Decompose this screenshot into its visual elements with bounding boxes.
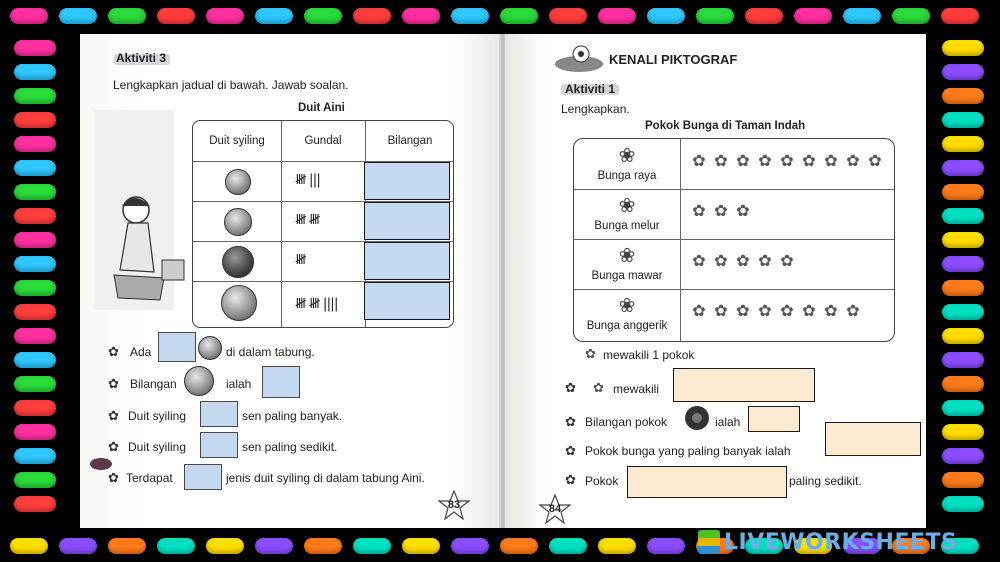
flower-bullet-icon: ✿ bbox=[108, 376, 119, 391]
pictograph-flower-icon: ✿ bbox=[758, 253, 772, 270]
flower-key-icon: ✿ bbox=[585, 346, 596, 361]
pictograph-flower-icon: ✿ bbox=[802, 153, 816, 170]
q1-text-end: di dalam tabung. bbox=[226, 345, 315, 359]
border-dot bbox=[942, 208, 984, 224]
border-dot bbox=[942, 136, 984, 152]
pictograph-flower-icon: ✿ bbox=[692, 203, 706, 220]
border-dot bbox=[14, 424, 56, 440]
instruction-text: Lengkapkan. bbox=[561, 102, 630, 116]
flower-bullet-icon: ✿ bbox=[108, 344, 119, 359]
q5-text: Terdapat bbox=[126, 471, 173, 485]
border-dot bbox=[500, 8, 538, 24]
border-dot bbox=[14, 280, 56, 296]
border-dot bbox=[14, 472, 56, 488]
border-dot bbox=[745, 8, 783, 24]
pictograph-flower-icon: ✿ bbox=[824, 303, 838, 320]
pictograph-flower-icon: ✿ bbox=[714, 203, 728, 220]
pictograph-flower-icon: ✿ bbox=[736, 253, 750, 270]
border-dot bbox=[14, 256, 56, 272]
key-text: mewakili 1 pokok bbox=[603, 348, 695, 362]
border-dot bbox=[942, 88, 984, 104]
border-dot bbox=[500, 538, 538, 554]
border-dot bbox=[14, 160, 56, 176]
border-dot bbox=[941, 8, 979, 24]
q2-text: Bilangan bbox=[130, 377, 177, 391]
q1-text: mewakili bbox=[613, 382, 660, 396]
q1-input[interactable] bbox=[158, 332, 196, 362]
pictograph-row-label: Bunga melur bbox=[594, 220, 660, 232]
border-dot bbox=[14, 304, 56, 320]
border-dot bbox=[942, 160, 984, 176]
pictograph-row-label: Bunga anggerik bbox=[586, 320, 668, 332]
mascot-icon bbox=[553, 42, 605, 76]
border-dot bbox=[451, 8, 489, 24]
q3-input[interactable] bbox=[200, 401, 238, 427]
pictograph-flower-icon: ✿ bbox=[714, 253, 728, 270]
pictograph-flower-icon: ✿ bbox=[780, 253, 794, 270]
border-dot bbox=[843, 8, 881, 24]
flower-bullet-icon: ✿ bbox=[565, 380, 576, 395]
pictograph-flower-icon: ✿ bbox=[736, 153, 750, 170]
border-dot bbox=[14, 448, 56, 464]
tally-row-3: 𝍸 bbox=[295, 252, 306, 268]
coin-icon bbox=[224, 208, 252, 236]
coin-icon bbox=[222, 246, 254, 278]
pictograph-row-label: Bunga mawar bbox=[591, 270, 663, 282]
border-dot bbox=[157, 8, 195, 24]
pictograph-table bbox=[573, 138, 895, 342]
border-dot bbox=[353, 8, 391, 24]
flower-bullet-icon: ✿ bbox=[565, 443, 576, 458]
pictograph-flower-icon: ✿ bbox=[780, 153, 794, 170]
border-dot bbox=[942, 400, 984, 416]
q5-input[interactable] bbox=[184, 464, 222, 490]
pictograph-row-label: Bunga raya bbox=[597, 170, 657, 182]
tally-row-1: 𝍸 ||| bbox=[295, 172, 321, 188]
q2-text-mid: ialah bbox=[226, 377, 252, 391]
border-dot bbox=[59, 538, 97, 554]
border-dot bbox=[14, 88, 56, 104]
border-dot bbox=[942, 448, 984, 464]
section-heading: KENALI PIKTOGRAF bbox=[609, 52, 738, 67]
flower-bullet-icon: ✿ bbox=[565, 472, 576, 487]
table-title: Duit Aini bbox=[298, 102, 345, 114]
border-dot bbox=[549, 8, 587, 24]
q4-text: Duit syiling bbox=[128, 440, 187, 454]
q4-text-end: paling sedikit. bbox=[789, 474, 862, 488]
border-dot bbox=[549, 538, 587, 554]
flower-picture-icon: ❀ bbox=[618, 144, 636, 167]
liveworksheets-logo-icon bbox=[698, 530, 720, 554]
border-dot bbox=[14, 112, 56, 128]
border-dot bbox=[696, 8, 734, 24]
coin-icon bbox=[198, 336, 222, 360]
coin-icon bbox=[184, 366, 214, 396]
border-dot bbox=[108, 538, 146, 554]
border-dot bbox=[14, 64, 56, 80]
tally-row-4: 𝍸 𝍸 |||| bbox=[295, 296, 338, 312]
flower-bullet-icon: ✿ bbox=[108, 470, 119, 485]
girl-illustration bbox=[94, 110, 194, 310]
border-dot bbox=[108, 8, 146, 24]
border-dot bbox=[14, 376, 56, 392]
header-gundal: Gundal bbox=[304, 135, 342, 147]
border-dot bbox=[942, 112, 984, 128]
pictograph-flower-icon: ✿ bbox=[714, 153, 728, 170]
pictograph-flower-icon: ✿ bbox=[802, 303, 816, 320]
pictograph-flower-icon: ✿ bbox=[692, 153, 706, 170]
liveworksheets-logo bbox=[698, 528, 957, 556]
q3-text-end: sen paling banyak. bbox=[242, 409, 343, 423]
border-dot bbox=[353, 538, 391, 554]
border-dot bbox=[942, 376, 984, 392]
pictograph-flower-icon: ✿ bbox=[846, 153, 860, 170]
border-dot bbox=[402, 8, 440, 24]
header-duit-syiling: Duit syiling bbox=[209, 135, 265, 147]
flower-picture-icon: ❀ bbox=[618, 244, 636, 267]
pictograph-flower-icon: ✿ bbox=[692, 303, 706, 320]
border-dot bbox=[942, 256, 984, 272]
border-dot bbox=[402, 538, 440, 554]
pictograph-flower-icon: ✿ bbox=[692, 253, 706, 270]
border-dot bbox=[14, 136, 56, 152]
flower-key-icon: ✿ bbox=[593, 380, 604, 395]
border-dot bbox=[942, 184, 984, 200]
border-dot bbox=[942, 472, 984, 488]
border-dot bbox=[255, 538, 293, 554]
border-dot bbox=[892, 8, 930, 24]
coin-icon bbox=[221, 285, 257, 321]
border-dot bbox=[14, 208, 56, 224]
pictograph-flower-icon: ✿ bbox=[736, 303, 750, 320]
border-dot bbox=[14, 496, 56, 512]
header-bilangan: Bilangan bbox=[387, 135, 433, 147]
border-dot bbox=[304, 538, 342, 554]
border-dot bbox=[942, 328, 984, 344]
q5-text-end: jenis duit syiling di dalam tabung Aini. bbox=[226, 471, 425, 485]
flower-bullet-icon: ✿ bbox=[108, 408, 119, 423]
bilangan-input-1[interactable] bbox=[364, 162, 450, 200]
border-dot bbox=[942, 496, 984, 512]
border-dot bbox=[14, 40, 56, 56]
watermark-text: LIVEWORKSHEETS bbox=[724, 529, 958, 555]
instruction-text: Lengkapkan jadual di bawah. Jawab soalan. bbox=[113, 78, 349, 92]
border-dot bbox=[942, 424, 984, 440]
activity-label: Aktiviti 3 bbox=[116, 51, 167, 65]
q2-text: Bilangan pokok bbox=[585, 415, 668, 429]
q2-text-mid: ialah bbox=[715, 415, 741, 429]
border-dot bbox=[794, 8, 832, 24]
border-dot bbox=[255, 8, 293, 24]
q2-input[interactable] bbox=[748, 406, 800, 432]
border-dot bbox=[451, 538, 489, 554]
left-page bbox=[80, 34, 501, 528]
q1-input[interactable] bbox=[673, 368, 815, 402]
pictograph-flower-icon: ✿ bbox=[736, 203, 750, 220]
border-dot bbox=[942, 304, 984, 320]
q4-input[interactable] bbox=[200, 432, 238, 458]
border-dot bbox=[14, 400, 56, 416]
pictograph-flower-icon: ✿ bbox=[714, 303, 728, 320]
page-number: 83 bbox=[447, 499, 461, 511]
border-dot bbox=[647, 8, 685, 24]
pictograph-flower-icon: ✿ bbox=[824, 153, 838, 170]
bilangan-input-3[interactable] bbox=[364, 242, 450, 280]
bilangan-input-4[interactable] bbox=[364, 282, 450, 320]
page-number: 84 bbox=[548, 503, 562, 515]
q1-text: Ada bbox=[130, 345, 152, 359]
q2-input[interactable] bbox=[262, 366, 300, 398]
pictograph-flower-icon: ✿ bbox=[846, 303, 860, 320]
q4-text: Pokok bbox=[585, 474, 619, 488]
border-dot bbox=[14, 184, 56, 200]
q3-text: Pokok bunga yang paling banyak ialah bbox=[585, 444, 791, 458]
q3-input[interactable] bbox=[825, 422, 921, 456]
border-dot bbox=[14, 328, 56, 344]
pictograph-flower-icon: ✿ bbox=[868, 153, 882, 170]
activity-label: Aktiviti 1 bbox=[565, 82, 616, 96]
bilangan-input-2[interactable] bbox=[364, 202, 450, 240]
coin-icon bbox=[225, 169, 251, 195]
border-dot bbox=[942, 232, 984, 248]
border-dot bbox=[942, 352, 984, 368]
border-dot bbox=[157, 538, 195, 554]
flower-bullet-icon: ✿ bbox=[565, 414, 576, 429]
border-dot bbox=[942, 280, 984, 296]
border-dot bbox=[206, 538, 244, 554]
flower-picture-icon: ❀ bbox=[618, 294, 636, 317]
rose-icon bbox=[681, 404, 713, 432]
border-dot bbox=[10, 538, 48, 554]
flower-bullet-icon: ✿ bbox=[108, 439, 119, 454]
right-page bbox=[505, 34, 926, 528]
pictograph-flower-icon: ✿ bbox=[758, 303, 772, 320]
border-dot bbox=[14, 232, 56, 248]
q4-text-end: sen paling sedikit. bbox=[242, 440, 338, 454]
border-dot bbox=[598, 8, 636, 24]
border-dot bbox=[304, 8, 342, 24]
tally-row-2: 𝍸 𝍸 bbox=[295, 212, 320, 228]
pictograph-flower-icon: ✿ bbox=[758, 153, 772, 170]
flower-picture-icon: ❀ bbox=[618, 194, 636, 217]
border-dot bbox=[10, 8, 48, 24]
q4-input[interactable] bbox=[627, 466, 787, 498]
border-dot bbox=[942, 40, 984, 56]
border-dot bbox=[206, 8, 244, 24]
pictograph-flower-icon: ✿ bbox=[780, 303, 794, 320]
border-dot bbox=[647, 538, 685, 554]
border-dot bbox=[598, 538, 636, 554]
table-title: Pokok Bunga di Taman Indah bbox=[645, 120, 806, 132]
q3-text: Duit syiling bbox=[128, 409, 187, 423]
border-dot bbox=[942, 64, 984, 80]
textbook-spread bbox=[80, 34, 926, 528]
border-dot bbox=[14, 352, 56, 368]
border-dot bbox=[59, 8, 97, 24]
